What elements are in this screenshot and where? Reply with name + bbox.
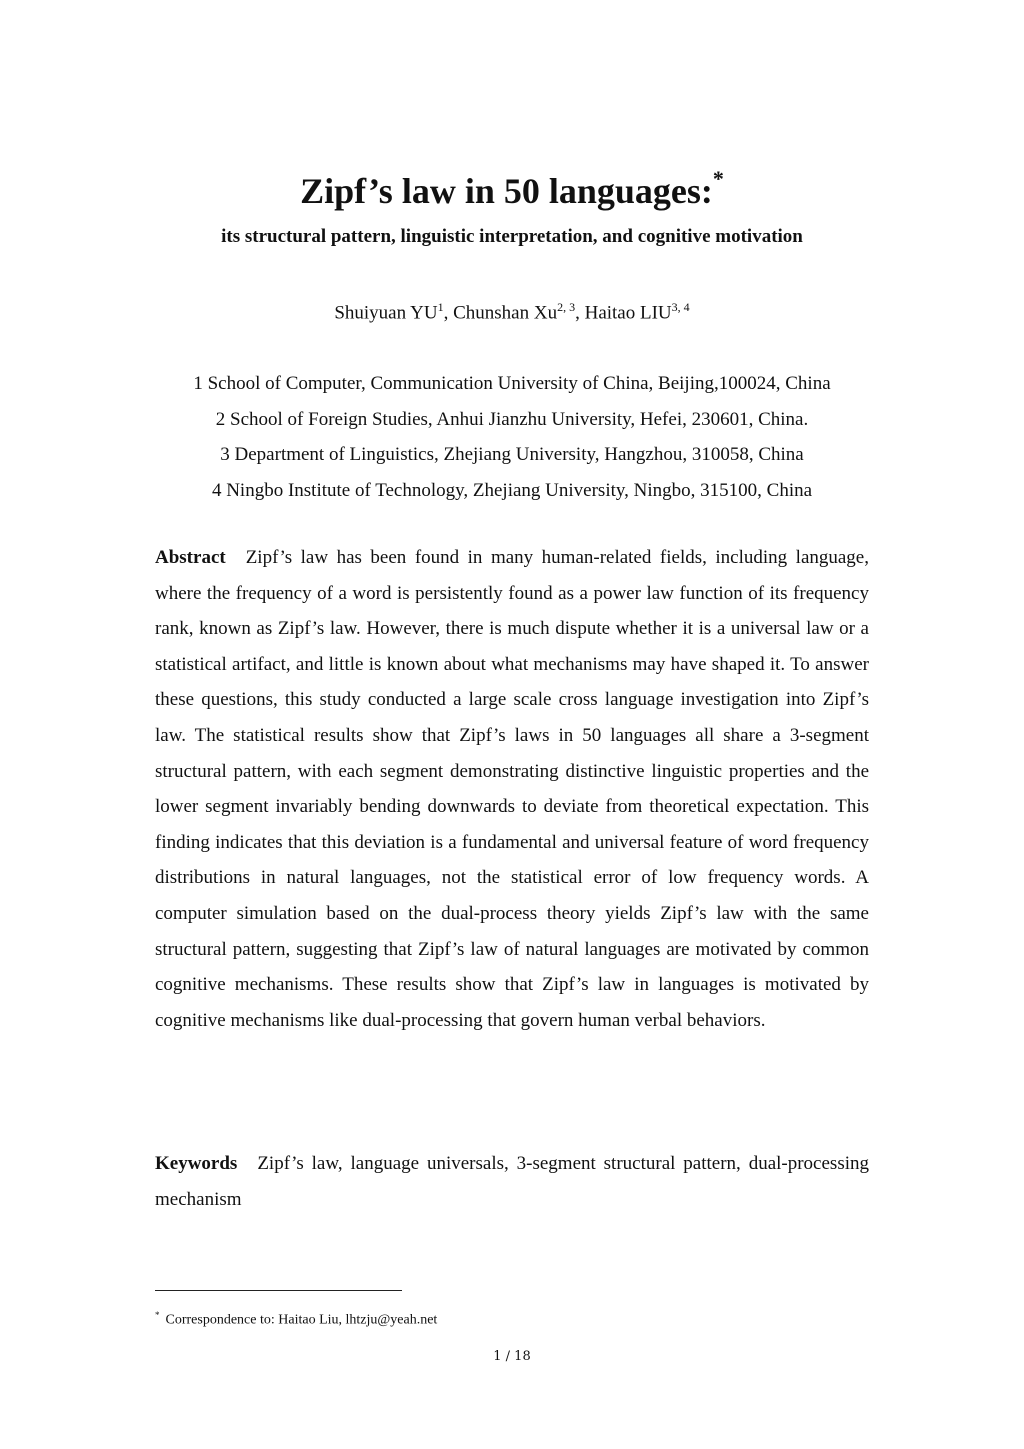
paper-title xyxy=(0,155,1024,219)
keywords-text: Zipf’s law, language universals, 3-segment structural pattern, dual-processing mechanism xyxy=(155,1153,869,1210)
author-affiliation-mark: 2, 3 xyxy=(557,300,576,314)
author-name: Shuiyuan YU xyxy=(334,302,438,324)
author-name: Haitao LIU xyxy=(584,302,672,324)
author-name: Chunshan Xu xyxy=(453,302,558,324)
affiliation-item: 1 School of Computer, Communication University of China, Beijing,100024, China xyxy=(193,373,831,394)
author-affiliation-mark: 1 xyxy=(437,300,444,314)
abstract-section xyxy=(155,540,869,1038)
author-separator: , xyxy=(443,302,454,324)
footnote-divider xyxy=(155,1290,402,1291)
affiliation-item: 4 Ningbo Institute of Technology, Zhejiang University, Ningbo, 315100, China xyxy=(211,479,813,501)
author-list xyxy=(0,292,1024,328)
keywords-label: Keywords xyxy=(155,1153,238,1174)
author-separator: , xyxy=(575,302,585,324)
abstract-label: Abstract xyxy=(155,547,226,568)
affiliation-item: 2 School of Foreign Studies, Anhui Jianzhu University, Hefei, 230601, China. xyxy=(215,408,809,430)
affiliation-item: 3 Department of Linguistics, Zhejiang University, Hangzhou, 310058, China xyxy=(220,444,804,466)
page-number: 1 / 18 xyxy=(493,1349,531,1364)
abstract-text: Zipf’s law has been found in many human-related fields, including language, where the frequency of a word is persistently found as a power law function of its frequency rank, known as Zipf’s law. However, there is much dispute whether it is a universal law or a statistical artifact, and little is known about what mechanisms may have shaped it. To answer these questions, this study conducted a large scale cross language investigation into Zipf’s law. The statistical results show that Zipf’s laws in 50 languages all share a 3-segment structural pattern, with each segment demonstrating distinctive linguistic properties and the lower segment invariably bending downwards to deviate from theoretical expectation. This finding indicates that this deviation is a fundamental and universal feature of word frequency distributions in natural languages, not the statistical error of low frequency words. A computer simulation based on the dual-process theory yields Zipf’s law with the same structural pattern, suggesting that Zipf’s law of natural languages are motivated by common cognitive mechanisms. These results show that Zipf’s law in languages is motivated by cognitive mechanisms like dual-processing that govern human verbal behaviors. xyxy=(155,547,869,1031)
affiliation-list xyxy=(0,366,1024,508)
author-affiliation-mark: 3, 4 xyxy=(671,300,690,314)
title-footnote-mark: * xyxy=(712,166,724,191)
keywords-section xyxy=(155,1146,869,1217)
footnote-mark: * xyxy=(155,1310,160,1320)
title-text: Zipf’s law in 50 languages: xyxy=(300,171,713,211)
paper-subtitle: its structural pattern, linguistic interpretation, and cognitive motivation xyxy=(221,226,803,247)
correspondence-footnote xyxy=(155,1305,437,1331)
footnote-text: Correspondence to: Haitao Liu, lhtzju@yeah.net xyxy=(165,1312,438,1328)
